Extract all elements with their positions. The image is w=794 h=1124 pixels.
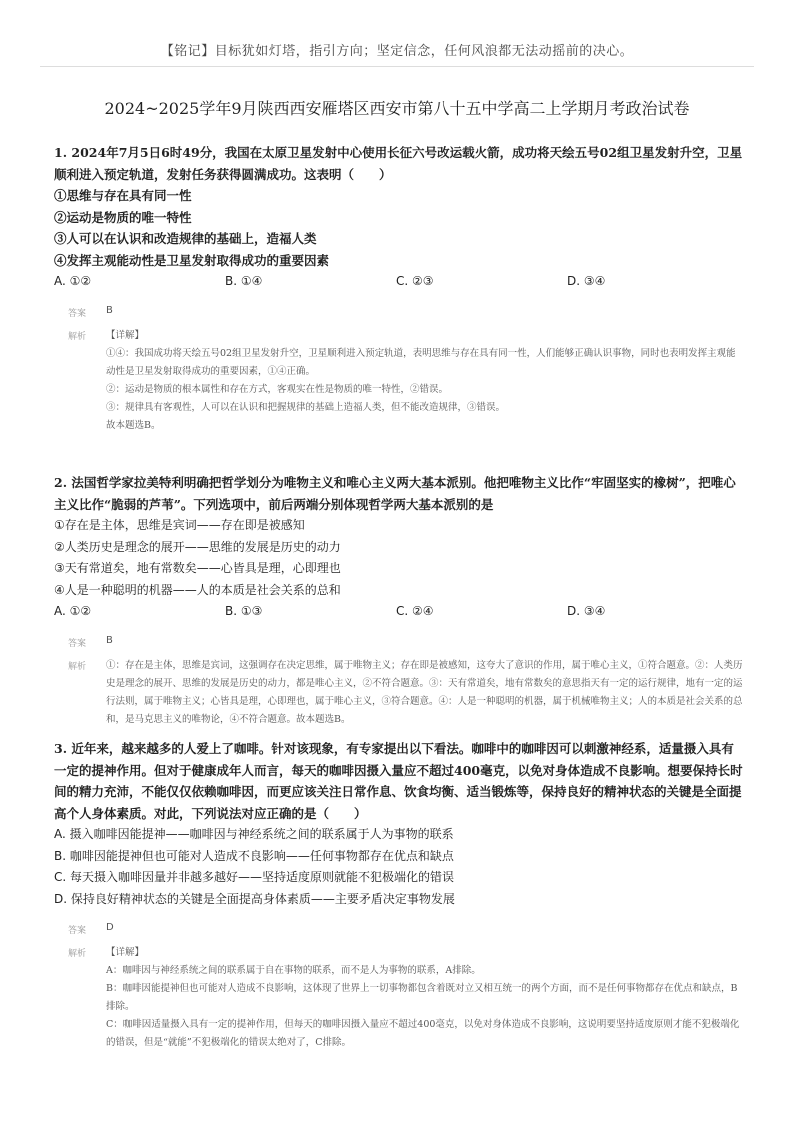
answer-label: 答案 [68,638,87,649]
option-a[interactable]: A. ①② [54,274,92,288]
answer-label: 答案 [68,926,87,936]
analysis-line: 故本题选B。 [106,419,161,431]
analysis-line: ②：运动是物质的根本属性和存在方式，客观实在性是物质的唯一特性，②错误。 [106,383,449,395]
statement-item: ③人可以在认识和改造规律的基础上，造福人类 [54,231,317,246]
answer-value: B [106,304,113,316]
answer-value: D [106,922,114,933]
question-1 [54,142,744,435]
analysis-line: ①：存在是主体，思维是宾词，这强调存在决定思维，属于唯物主义；存在即是被感知，这夸大了意识的作用，属于唯心主义，①符合题意。②：人类历史是理念的展开、思维的发展是历史的动力，都是唯心主义，②不符合题意。③：天有常道矣，地有常数矣的意思指天有一定的运行规律，地有一定的运行法则，属于唯物主义；心皆具是理，心即理也，属于唯心主义，③符合题意。④：人是一种聪明的机器，属于机械唯物主义；人的本质是社会关系的总和，是马克思主义的唯物论，④不符合题意。故本题选B。 [106,659,743,725]
option-d[interactable]: D. 保持良好精神状态的关键是全面提高身体素质——主要矛盾决定事物发展 [54,891,455,906]
statement-item: ③天有常道矣，地有常数矣——心皆具是理，心即理也 [54,561,341,575]
question-3 [54,738,744,1052]
answer-row [54,631,744,653]
question-2 [54,472,744,729]
option-a[interactable]: A. 摄入咖啡因能提神——咖啡因与神经系统之间的联系属于人为事物的联系 [54,827,454,841]
options-row [54,601,744,623]
page-title: 2024~2025学年9月陕西西安雁塔区西安市第八十五中学高二上学期月考政治试卷 [104,99,690,118]
analysis-label: 解析 [68,331,87,342]
statement-item: ①思维与存在具有同一性 [54,188,192,203]
analysis-line: C：咖啡因适量摄入具有一定的提神作用，但每天的咖啡因摄入量应不超过400毫克，以免对身体造成不良影响，这说明要坚持适度原则才能不犯极端化的错误，但是“就能”不犯极端化的错误太绝对了，C排除。 [106,1019,740,1048]
analysis-line: 【详解】 [106,947,145,958]
statement-item: ④发挥主观能动性是卫星发射取得成功的重要因素 [54,252,330,268]
analysis-line: 【详解】 [106,329,145,341]
option-b[interactable]: B. 咖啡因能提神但也可能对人造成不良影响——任何事物都存在优点和缺点 [54,848,454,863]
option-a[interactable]: A. ①② [54,604,92,618]
analysis-block [54,657,744,729]
option-c[interactable]: C. 每天摄入咖啡因量并非越多越好——坚持适度原则就能不犯极端化的错误 [54,870,455,884]
analysis-line: ③：规律具有客观性，人可以在认识和把握规律的基础上造福人类，但不能改造规律，③错误。 [106,401,506,413]
analysis-line: A：咖啡因与神经系统之间的联系属于自在事物的联系，而不是人为事物的联系，A排除。 [106,965,481,976]
answer-row [54,918,744,940]
analysis-block [54,944,744,1052]
header-divider [40,66,754,67]
option-b[interactable]: B. ①③ [225,604,263,618]
analysis-block [54,327,744,435]
question-stem: 3. 近年来，越来越多的人爱上了咖啡。针对该现象，有专家提出以下看法。咖啡中的咖啡因可以刺激神经系，适量摄入具有一定的提神作用。但对于健康成年人而言，每天的咖啡因摄入量应不超过400毫克，以免对身体造成不良影响。想要保持长时间的精力充沛，不能仅仅依赖咖啡因，而更应该关注日常作息、饮食均衡、适当锻炼等，保持良好的精神状态的关键是全面提高个人身体素质。对此，下列说法对应正确的是（ ） [54,741,743,821]
analysis-label: 解析 [68,949,87,959]
answer-row [54,301,744,323]
answer-value: B [106,634,113,646]
analysis-line: B：咖啡因能提神但也可能对人造成不良影响，这体现了世界上一切事物都包含着既对立又相互统一的两个方面，而不是任何事物都存在优点和缺点，B排除。 [106,983,738,1012]
option-d[interactable]: D. ③④ [567,604,606,618]
option-b[interactable]: B. ①④ [225,274,263,288]
options-row [54,271,744,293]
question-stem: 1. 2024年7月5日6时49分，我国在太原卫星发射中心使用长征六号改运载火箭，成功将天绘五号02组卫星发射升空，卫星顺利进入预定轨道，发射任务获得圆满成功。这表明（ ） [54,145,743,182]
option-d[interactable]: D. ③④ [567,274,606,288]
header-motto: 【铭记】目标犹如灯塔，指引方向；坚定信念，任何风浪都无法动摇前的决心。 [160,44,634,59]
answer-label: 答案 [68,308,87,319]
analysis-label: 解析 [68,661,87,672]
analysis-line: ①④：我国成功将天绘五号02组卫星发射升空，卫星顺利进入预定轨道，表明思维与存在具有同一性，人们能够正确认识事物，同时也表明发挥主观能动性是卫星发射取得成功的重要因素，①④正确。 [106,347,736,377]
option-c[interactable]: C. ②④ [396,604,434,618]
question-stem: 2. 法国哲学家拉美特利明确把哲学划分为唯物主义和唯心主义两大基本派别。他把唯物主义比作“牢固坚实的橡树”，把唯心主义比作“脆弱的芦苇”。下列选项中，前后两端分别体现哲学两大基本派别的是 [54,475,736,512]
statement-item: ①存在是主体，思维是宾词——存在即是被感知 [54,518,305,532]
statement-item: ②人类历史是理念的展开——思维的发展是历史的动力 [54,539,341,554]
statement-item: ②运动是物质的唯一特性 [54,209,192,225]
option-c[interactable]: C. ②③ [396,274,434,288]
statement-item: ④人是一种聪明的机器——人的本质是社会关系的总和 [54,582,341,597]
